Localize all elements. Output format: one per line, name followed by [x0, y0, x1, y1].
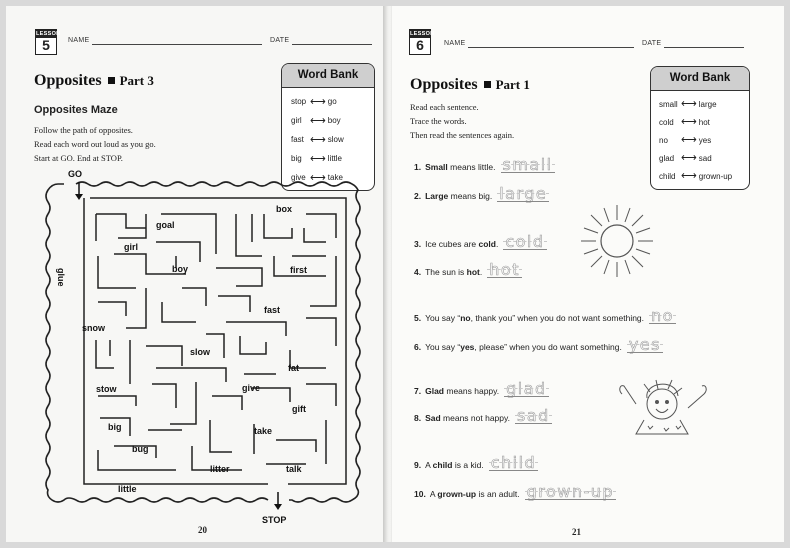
sentence-keyword: Glad	[425, 386, 444, 396]
sentence-post: , please” when you do want something.	[474, 342, 622, 352]
sentence-keyword: Small	[425, 162, 448, 172]
maze-word-stow[interactable]: stow	[96, 384, 117, 394]
maze-word-little[interactable]: little	[118, 484, 137, 494]
sentence-keyword: no	[460, 313, 471, 323]
word-a: stop	[291, 97, 307, 106]
trace-word[interactable]: no	[651, 306, 674, 325]
sentence-post: means big.	[448, 191, 493, 201]
double-arrow-icon: ⟷	[310, 152, 326, 165]
title-text: Opposites	[34, 72, 102, 89]
trace-word[interactable]: yes	[628, 335, 661, 354]
sentence-post: .	[479, 267, 483, 277]
maze-word-gift[interactable]: gift	[292, 404, 306, 414]
maze-walls	[84, 198, 346, 484]
title-part: Part 3	[119, 73, 154, 88]
name-line[interactable]	[468, 47, 634, 48]
sentence-item	[414, 184, 549, 203]
double-arrow-icon: ⟷	[681, 152, 697, 164]
name-label: NAME	[68, 37, 90, 44]
sentence-number: 8.	[414, 413, 422, 423]
sentence-number: 5.	[414, 313, 422, 323]
lesson-label: LESSON	[410, 31, 435, 37]
date-line[interactable]	[664, 47, 744, 48]
sentence-item	[414, 482, 616, 501]
word-bank-pair	[659, 113, 749, 131]
sentence-number: 10.	[414, 489, 426, 499]
maze-word-snow[interactable]: snow	[82, 323, 106, 333]
word-a: big	[291, 154, 302, 163]
go-arrowhead	[75, 194, 83, 200]
happy-child-icon	[614, 374, 710, 444]
sentence-number: 4.	[414, 267, 422, 277]
maze-word-take[interactable]: take	[254, 426, 273, 436]
sentence-keyword: child	[432, 460, 453, 470]
word-b: go	[327, 97, 337, 106]
trace-word[interactable]: child	[490, 453, 537, 472]
double-arrow-icon: ⟷	[681, 116, 697, 128]
sentence-number: 1.	[414, 162, 422, 172]
lesson-badge	[409, 29, 435, 55]
word-a: fast	[291, 135, 304, 144]
word-a: no	[659, 135, 668, 145]
maze-word-give[interactable]: give	[242, 383, 261, 393]
word-bank-list	[651, 91, 749, 185]
maze-word-big[interactable]: big	[108, 422, 122, 432]
word-bank-pair	[659, 149, 749, 167]
sentence-item	[414, 155, 555, 174]
maze-word-box[interactable]: box	[276, 204, 293, 214]
double-arrow-icon: ⟷	[310, 133, 326, 146]
sentence-pre: You say “	[425, 313, 461, 323]
word-a: give	[291, 173, 306, 182]
lesson-label: LESSON	[36, 31, 61, 37]
maze-start-label: GO	[68, 169, 83, 179]
page-number: 20	[198, 525, 207, 535]
trace-word[interactable]: glad	[506, 379, 547, 398]
sentence-post: is an adult.	[476, 489, 520, 499]
maze-border	[46, 182, 360, 502]
trace-word[interactable]: grown-up	[526, 482, 615, 501]
word-bank-pair	[659, 131, 749, 149]
word-b: hot	[698, 117, 710, 127]
sentence-number: 6.	[414, 342, 422, 352]
maze-word-fast[interactable]: fast	[264, 305, 281, 315]
date-label: DATE	[270, 37, 290, 44]
left-page	[6, 6, 389, 542]
word-b: little	[327, 154, 343, 163]
sentence-pre: A	[425, 460, 433, 470]
word-a: child	[659, 171, 676, 181]
sentence-pre: Ice cubes are	[425, 239, 479, 249]
sentence-post: means happy.	[444, 386, 500, 396]
word-b: slow	[327, 135, 344, 144]
instructions	[410, 100, 514, 142]
sentence-item	[414, 260, 522, 279]
maze-subtitle: Opposites Maze	[34, 104, 118, 116]
word-bank-title: Word Bank	[282, 64, 374, 88]
sentence-number: 3.	[414, 239, 422, 249]
sentence-item	[414, 306, 676, 325]
right-page	[392, 6, 784, 542]
sentence-pre: You say “	[425, 342, 461, 352]
double-arrow-icon: ⟷	[681, 170, 697, 182]
maze-word-boy[interactable]: boy	[172, 264, 189, 274]
double-arrow-icon: ⟷	[310, 95, 326, 108]
word-bank-pair	[659, 167, 749, 185]
word-bank-pair	[659, 95, 749, 113]
page-title	[410, 76, 530, 94]
trace-word[interactable]: cold	[505, 232, 545, 251]
instruction-line: Start at GO. End at STOP.	[34, 153, 123, 163]
trace-word[interactable]: large	[499, 184, 548, 203]
sentence-keyword: Sad	[425, 413, 441, 423]
sentence-keyword: yes	[460, 342, 475, 352]
maze-word-bug[interactable]: bug	[132, 444, 149, 454]
word-b: large	[698, 99, 717, 109]
square-bullet-icon	[484, 81, 491, 88]
double-arrow-icon: ⟷	[310, 171, 326, 184]
maze-word-litter[interactable]: litter	[210, 464, 230, 474]
sentence-keyword: Large	[425, 191, 449, 201]
double-arrow-icon: ⟷	[681, 134, 697, 146]
double-arrow-icon: ⟷	[310, 114, 326, 127]
sentence-post: means little.	[447, 162, 496, 172]
word-a: small	[659, 99, 678, 109]
word-a: glad	[659, 153, 675, 163]
trace-word[interactable]: hot	[489, 260, 520, 279]
maze-end-label: STOP	[262, 515, 287, 525]
word-b: grown-up	[698, 171, 733, 181]
title-text: Opposites	[410, 76, 478, 93]
maze-word-glue[interactable]: glue	[56, 268, 66, 287]
sentence-keyword: grown-up	[437, 489, 477, 499]
maze-word-slow[interactable]: slow	[190, 347, 211, 357]
title-part: Part 1	[495, 77, 530, 92]
sentence-item	[414, 232, 547, 251]
sentence-post: means not happy.	[440, 413, 510, 423]
trace-word[interactable]: small	[502, 155, 553, 174]
sentence-item	[414, 453, 538, 472]
trace-word[interactable]: sad	[517, 406, 550, 425]
word-b: sad	[698, 153, 712, 163]
instruction-line: Then read the sentences again.	[410, 130, 515, 140]
instruction-line: Follow the path of opposites.	[34, 125, 133, 135]
instruction-line: Trace the words.	[410, 116, 467, 126]
sentence-post: , thank you” when you do not want something.	[470, 313, 645, 323]
lesson-number: 6	[416, 37, 424, 53]
word-b: take	[327, 173, 343, 182]
word-b: yes	[698, 135, 712, 145]
date-label: DATE	[642, 40, 662, 47]
sun-icon	[578, 202, 656, 280]
sentence-keyword: hot	[466, 267, 480, 277]
instruction-line: Read each sentence.	[410, 102, 479, 112]
maze-word-talk[interactable]: talk	[286, 464, 302, 474]
instruction-line: Read each word out loud as you go.	[34, 139, 156, 149]
sentence-post: .	[495, 239, 499, 249]
sentence-pre: The sun is	[425, 267, 467, 277]
sentence-post: is a kid.	[452, 460, 484, 470]
word-bank	[650, 66, 750, 190]
word-b: boy	[327, 116, 341, 125]
maze-word-goal[interactable]: goal	[156, 220, 175, 230]
name-label: NAME	[444, 40, 466, 47]
lesson-number: 5	[42, 37, 50, 53]
double-arrow-icon: ⟷	[681, 98, 697, 110]
page-number: 21	[572, 527, 581, 537]
word-a: cold	[659, 117, 674, 127]
word-bank-title: Word Bank	[651, 67, 749, 91]
sentence-number: 2.	[414, 191, 422, 201]
sentence-item	[414, 335, 663, 354]
sentence-keyword: cold	[478, 239, 496, 249]
sentence-item	[414, 406, 552, 425]
maze-word-first[interactable]: first	[290, 265, 308, 275]
sentence-number: 7.	[414, 386, 422, 396]
stop-arrowhead	[274, 504, 282, 510]
maze-word-girl[interactable]: girl	[124, 242, 139, 252]
sentence-item	[414, 379, 549, 398]
word-a: girl	[291, 116, 302, 125]
sentence-number: 9.	[414, 460, 422, 470]
maze-word-fat[interactable]: fat	[288, 363, 299, 373]
sentence-pre: A	[429, 489, 438, 499]
